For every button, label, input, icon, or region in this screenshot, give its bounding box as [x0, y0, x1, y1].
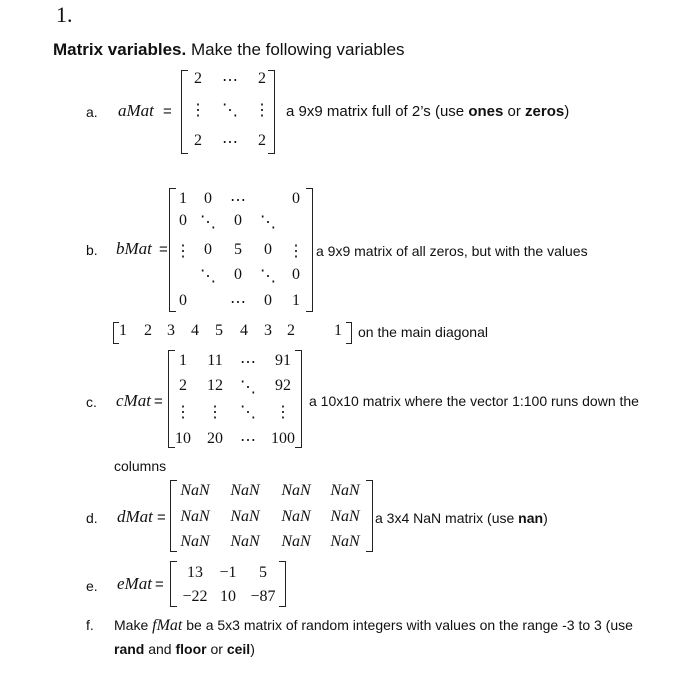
matrix-cell: NaN: [230, 508, 260, 525]
matrix-cell: ⋯: [222, 72, 238, 89]
matrix-cell: 1: [179, 352, 187, 369]
vector-element: 2: [144, 322, 152, 339]
vector-element: 5: [215, 322, 223, 339]
matrix-cell: ⋱: [222, 102, 238, 119]
matrix-cell: 12: [207, 377, 223, 394]
item-b-desc: a 9x9 matrix of all zeros, but with the values: [316, 243, 588, 259]
heading: [53, 40, 405, 60]
item-d-letter: d.: [86, 510, 98, 526]
matrix-cell: NaN: [180, 508, 210, 525]
matrix-cell: ⋮: [175, 404, 191, 421]
item-a-desc-post: ): [564, 103, 570, 120]
matrix-cell: 5: [234, 241, 242, 258]
item-f-post: be a 5x3 matrix of random integers with values on the range -3 to 3 (use: [182, 617, 633, 633]
vector-element: 2: [287, 322, 295, 339]
item-f-ceil: ceil: [226, 641, 251, 657]
item-b-name: bMat: [116, 239, 152, 258]
vector-desc: on the main diagonal: [358, 324, 488, 340]
item-d-desc-nan: nan: [518, 510, 544, 526]
matrix-cell: 2: [194, 132, 202, 149]
matrix-cell: 2: [258, 70, 266, 87]
d-bracket-right: [366, 480, 373, 552]
matrix-cell: 0: [264, 241, 272, 258]
item-a-name: aMat: [118, 101, 154, 120]
matrix-cell: 2: [194, 70, 202, 87]
matrix-cell: 0: [292, 266, 300, 283]
item-a-letter: a.: [86, 104, 98, 120]
item-e-name: eMat: [117, 574, 152, 593]
item-c-desc: a 10x10 matrix where the vector 1:100 runs down the: [309, 393, 639, 409]
matrix-cell: ⋯: [240, 432, 256, 449]
item-f-or: or: [206, 641, 227, 657]
item-f-letter: f.: [86, 617, 94, 633]
heading-rest: Make the following variables: [186, 40, 405, 59]
vector-element: 3: [167, 322, 175, 339]
matrix-cell: NaN: [281, 533, 311, 550]
matrix-cell: NaN: [281, 508, 311, 525]
vector-element: 1: [334, 322, 342, 339]
matrix-cell: NaN: [230, 533, 260, 550]
matrix-cell: −22: [182, 588, 208, 605]
heading-bold: Matrix variables.: [53, 40, 187, 59]
matrix-cell: 91: [275, 352, 291, 369]
item-d-desc-pre: a 3x4 NaN matrix (use: [375, 510, 519, 526]
matrix-cell: 1: [292, 292, 300, 309]
item-c-desc2: columns: [114, 458, 167, 474]
matrix-cell: ⋮: [254, 102, 270, 119]
matrix-cell: 0: [179, 212, 187, 229]
item-f-line2: [114, 641, 255, 657]
item-a-desc-mid: or: [503, 103, 526, 120]
matrix-cell: 0: [264, 292, 272, 309]
item-e-letter: e.: [86, 578, 98, 594]
item-a-eq: =: [163, 103, 172, 120]
matrix-cell: NaN: [330, 533, 360, 550]
matrix-cell: ⋯: [230, 192, 246, 209]
matrix-cell: NaN: [281, 482, 311, 499]
matrix-cell: −87: [250, 588, 276, 605]
matrix-cell: ⋱: [260, 268, 276, 285]
item-c-eq: =: [154, 393, 163, 410]
matrix-cell: 10: [175, 430, 191, 447]
matrix-cell: 11: [207, 352, 223, 369]
matrix-cell: 0: [234, 266, 242, 283]
matrix-cell: ⋮: [190, 102, 206, 119]
matrix-cell: 92: [275, 377, 291, 394]
matrix-cell: NaN: [230, 482, 260, 499]
item-d-desc-post: ): [543, 510, 548, 526]
item-c-letter: c.: [86, 394, 97, 410]
matrix-cell: ⋱: [240, 379, 256, 396]
matrix-cell: 13: [187, 564, 203, 581]
matrix-cell: 0: [204, 241, 212, 258]
matrix-cell: NaN: [180, 482, 210, 499]
matrix-cell: ⋮: [207, 404, 223, 421]
matrix-cell: ⋱: [200, 214, 216, 231]
matrix-cell: 0: [292, 190, 300, 207]
matrix-cell: 1: [179, 190, 187, 207]
vector-element: 4: [191, 322, 199, 339]
matrix-cell: NaN: [330, 482, 360, 499]
item-a-desc-ones: ones: [468, 103, 504, 120]
vector-element: 4: [240, 322, 248, 339]
matrix-cell: 2: [258, 132, 266, 149]
item-a-desc-pre: a 9x9 matrix full of 2’s (use: [286, 103, 469, 120]
item-c-name: cMat: [116, 391, 151, 410]
matrix-cell: NaN: [330, 508, 360, 525]
item-a-desc-zeros: zeros: [525, 103, 565, 120]
matrix-cell: ⋱: [200, 268, 216, 285]
item-d-name: dMat: [117, 507, 153, 526]
item-d-desc: [375, 510, 548, 526]
matrix-cell: ⋯: [230, 294, 246, 311]
matrix-cell: 2: [179, 377, 187, 394]
matrix-cell: ⋮: [275, 404, 291, 421]
item-f-pre: Make: [114, 617, 153, 633]
matrix-cell: 5: [259, 564, 267, 581]
matrix-cell: −1: [219, 564, 237, 581]
item-f-floor: floor: [175, 641, 207, 657]
problem-number: 1.: [56, 2, 73, 27]
vector-element: 3: [264, 322, 272, 339]
matrix-cell: ⋮: [175, 243, 191, 260]
item-b-letter: b.: [86, 242, 98, 258]
item-f-and: and: [144, 641, 176, 657]
item-a-desc: [286, 103, 569, 120]
item-f-line1: [114, 617, 633, 635]
matrix-cell: NaN: [180, 533, 210, 550]
vector-element: 1: [119, 322, 127, 339]
matrix-cell: ⋯: [240, 354, 256, 371]
matrix-cell: 0: [234, 212, 242, 229]
matrix-cell: ⋮: [288, 243, 304, 260]
item-f-post2: ): [250, 641, 255, 657]
matrix-cell: ⋱: [240, 404, 256, 421]
matrix-cell: 10: [220, 588, 236, 605]
item-f-rand: rand: [114, 641, 145, 657]
item-e-eq: =: [155, 576, 164, 593]
item-f-name: fMat: [152, 617, 183, 634]
item-d-eq: =: [157, 509, 166, 526]
matrix-cell: 0: [179, 292, 187, 309]
matrix-cell: 20: [207, 430, 223, 447]
matrix-cell: ⋯: [222, 134, 238, 151]
matrix-cell: 100: [271, 430, 295, 447]
item-b-eq: =: [159, 241, 168, 258]
matrix-cell: 0: [204, 190, 212, 207]
matrix-cell: ⋱: [260, 214, 276, 231]
